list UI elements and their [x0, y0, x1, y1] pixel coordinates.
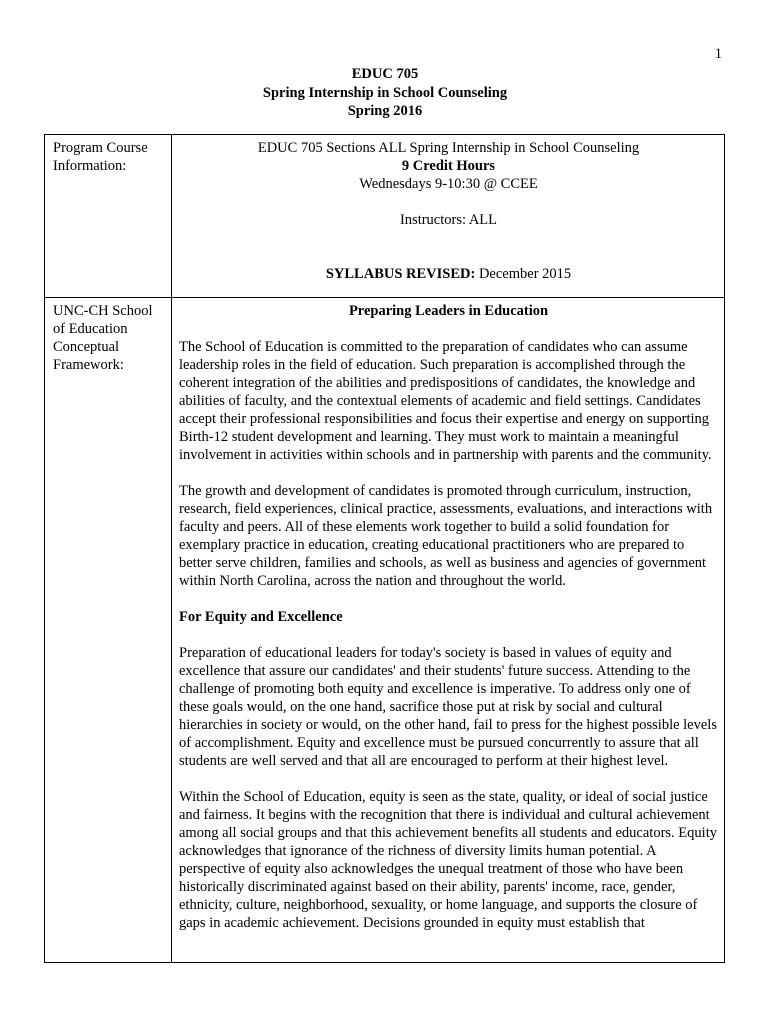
framework-paragraph-4: Within the School of Education, equity is seen as the state, quality, or ideal of social justice and fairness. It begins with the recognition that there is individual and cultural achievement among all social groups and that this achievement benefits all students and educators. Equity acknowledges that ignorance of the richness of diversity limits human potential. A perspective of equity also acknowledges the unequal treatment of those who have been historically discriminated against based on their ability, parents' income, race, gender, ethnicity, culture, neighborhood, sexuality, or home language, and supports the closure of gaps in academic achievement. Decisions grounded in equity must establish that [179, 789, 717, 931]
page-number: 1 [714, 46, 722, 62]
framework-row [45, 298, 725, 963]
revised-date: December 2015 [475, 266, 572, 282]
document-header [0, 65, 770, 121]
credit-hours: 9 Credit Hours [401, 158, 496, 174]
equity-excellence-heading: For Equity and Excellence [179, 609, 343, 625]
program-line: EDUC 705 Sections ALL Spring Internship in School Counseling [257, 140, 640, 156]
program-info-label: Program Course Information: [45, 135, 172, 298]
revised-label: SYLLABUS REVISED: [325, 266, 476, 282]
framework-paragraph-1: The School of Education is committed to the preparation of candidates who can assume leadership roles in the field of education. Such preparation is accomplished through the coherent integration of the abilities and predispositions of candidates, the knowledge and abilities of faculty, and the contextual elements of academic and field settings. Candidates accept their professional responsibilities and focus their expertise and energy on supporting Birth-12 student development and learning. They must work to maintain a meaningful involvement in activities within schools and in partnership with parents and the community. [179, 339, 712, 463]
term: Spring 2016 [347, 103, 423, 119]
framework-paragraph-3: Preparation of educational leaders for today's society is based in values of equity and excellence that assure our candidates' and their students' future success. Attending to the challenge of promoting both equity and excellence is imperative. To address only one of these goals would, on the one hand, sacrifice those put at risk by social and cultural hierarchies in society or would, on the other hand, fail to press for the highest possible levels of accomplishment. Equity and excellence must be pursued concurrently to assure that all students are well served and that all are encouraged to perform at their highest level. [179, 645, 717, 769]
schedule: Wednesdays 9-10:30 @ CCEE [359, 176, 538, 192]
instructors: Instructors: ALL [399, 212, 498, 228]
program-info-content [172, 135, 725, 298]
course-code: EDUC 705 [351, 66, 419, 82]
course-title: Spring Internship in School Counseling [262, 84, 508, 101]
syllabus-revised [179, 265, 718, 283]
framework-paragraph-2: The growth and development of candidates is promoted through curriculum, instruction, research, field experiences, clinical practice, assessments, evaluations, and interactions with faculty and peers. All of these elements work together to build a solid foundation for exemplary practice in education, creating educational practitioners who are prepared to better serve children, families and schools, as well as business and agencies of government within North Carolina, across the nation and throughout the world. [179, 483, 713, 589]
program-info-row [45, 135, 725, 298]
framework-title: Preparing Leaders in Education [348, 303, 549, 319]
syllabus-table [44, 134, 725, 963]
framework-content [172, 298, 725, 963]
framework-label: UNC-CH School of Education Conceptual Framework: [45, 298, 172, 963]
